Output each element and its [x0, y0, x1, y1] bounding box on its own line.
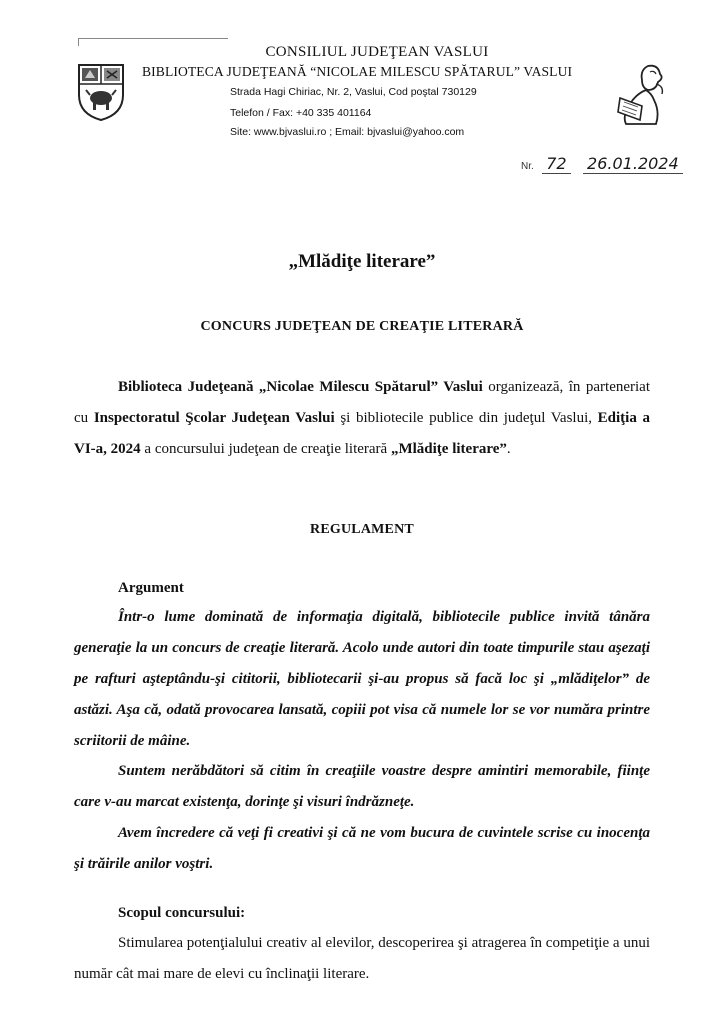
scope-heading: Scopul concursului: [118, 905, 246, 921]
argument-paragraph-2: Suntem nerăbdători să citim în creaţiile voastre despre amintiri memorabile, fiinţe care v-au marcat existenţa, dorinţe şi visuri îndrăzneţe. [74, 763, 650, 810]
argument-paragraph-1: Într-o lume dominată de informaţia digitală, bibliotecile publice invită tânăra generaţie la un concurs de creaţie literară. Acolo unde autori din toate timpurile stau aşezaţi pe rafturi aşteptându-şi cititorii, bibliotecarii şi-au propus să facă loc şi „mlădiţelor” de astăzi. Aşa că, odată provocarea lansată, copiii pot visa că numele lor se vor număra printre scriitorii de mâine. [74, 609, 650, 749]
contest-name: „Mlădiţe literare” [390, 441, 507, 457]
edition-label: Ediţia a VI-a, 2024 [74, 410, 650, 457]
scope-paragraph: Stimularea potenţialului creativ al elevilor, descoperirea şi atragerea în competiţie a unui număr cât mai mare de elevi cu înclinaţii literare. [74, 935, 650, 982]
library-website-email: Site: www.bjvaslui.ro ; Email: bjvaslui@yahoo.com [230, 126, 465, 138]
intro-text-2: şi bibliotecile publice din judeţul Vaslui, [334, 410, 598, 426]
scan-artifact-line [78, 38, 228, 39]
partner-name: Inspectoratul Şcolar Judeţean Vaslui [93, 410, 335, 426]
council-name: CONSILIUL JUDEŢEAN VASLUI [265, 44, 489, 60]
intro-text-4: . [506, 441, 511, 457]
document-title: „Mlădiţe literare” [288, 251, 436, 272]
library-phone: Telefon / Fax: +40 335 401164 [230, 107, 372, 119]
organizer-name: Biblioteca Judeţeană „Nicolae Milescu Spătarul” Vaslui [118, 379, 483, 395]
library-address: Strada Hagi Chiriac, Nr. 2, Vaslui, Cod poştal 730129 [230, 86, 477, 98]
registration-number-label: Nr. [521, 161, 534, 172]
intro-text-1: organizează, în parteneriat cu [74, 379, 650, 426]
registration-number: 72 [542, 154, 570, 174]
registration-date: 26.01.2024 [583, 154, 683, 174]
document-subtitle: CONCURS JUDEŢEAN DE CREAŢIE LITERARĂ [200, 319, 524, 334]
registration-number-stamp [521, 154, 683, 174]
intro-text-3: a concursului judeţean de creaţie literară [140, 441, 391, 457]
vaslui-coat-of-arms-icon [76, 62, 126, 122]
argument-heading: Argument [118, 580, 184, 596]
argument-paragraph-3: Avem încredere că veţi fi creativi şi că ne vom bucura de cuvintele scrise cu inocenţa şi trăirile anilor voştri. [74, 825, 650, 872]
library-reader-logo-icon [612, 60, 668, 130]
regulament-heading: REGULAMENT [310, 522, 414, 537]
library-name: BIBLIOTECA JUDEŢEANĂ “NICOLAE MILESCU SPĂTARUL” VASLUI [142, 64, 573, 79]
intro-paragraph [74, 372, 650, 465]
